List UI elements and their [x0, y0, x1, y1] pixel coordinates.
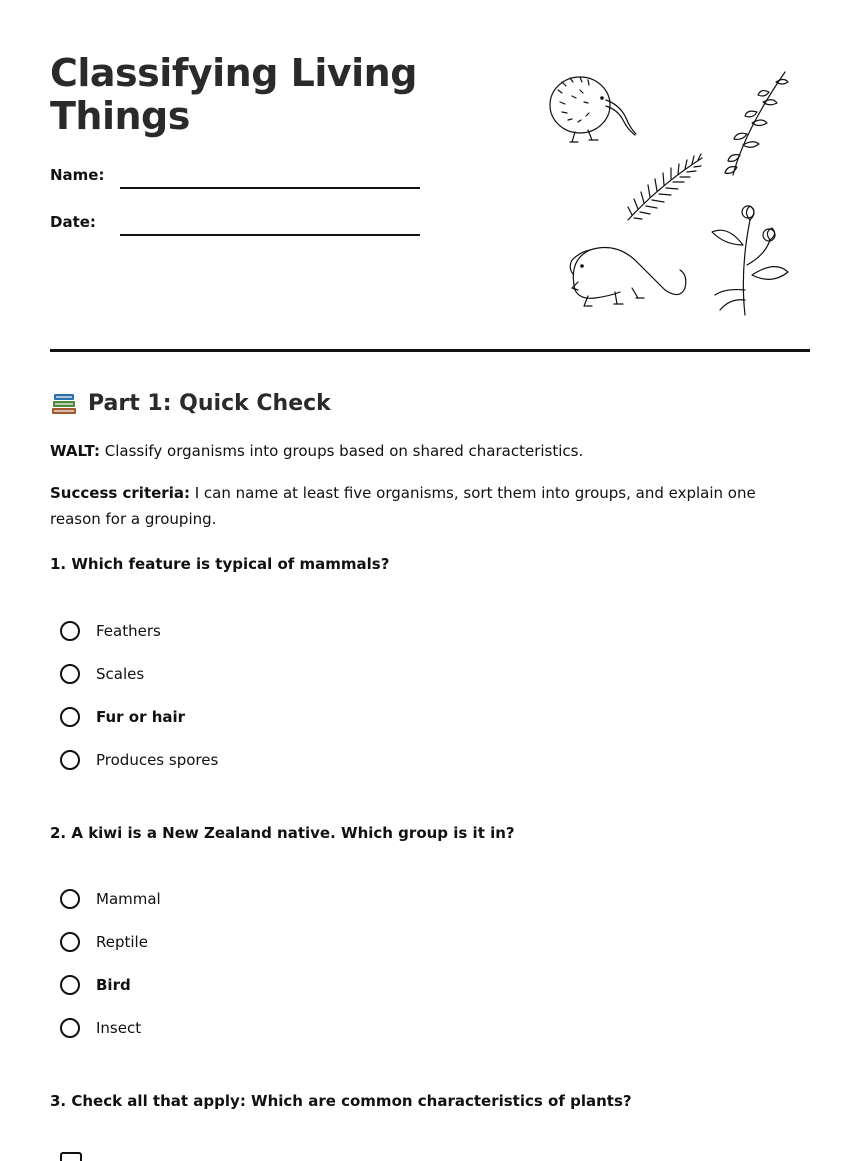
q3-option-first[interactable]: [60, 1150, 82, 1161]
sprig-illustration: [725, 72, 788, 175]
page-title: Classifying Living Things: [50, 51, 417, 138]
q1-option-produces-spores[interactable]: [60, 747, 218, 773]
q1-option-fur-or-hair[interactable]: [60, 704, 185, 730]
option-label: Fur or hair: [96, 708, 186, 726]
date-field[interactable]: [120, 234, 420, 236]
illustrations: [540, 60, 800, 320]
q2-option-bird[interactable]: [60, 972, 131, 998]
option-label: Insect: [96, 1019, 142, 1037]
option-label: Produces spores: [96, 751, 219, 769]
option-label: Scales: [96, 665, 145, 683]
success-criteria-label: Success criteria:: [50, 484, 190, 502]
option-label: Mammal: [96, 890, 161, 908]
option-label: Reptile: [96, 933, 148, 951]
q1-option-feathers[interactable]: [60, 618, 161, 644]
flower-plant-illustration: [712, 206, 788, 315]
q2-option-reptile[interactable]: [60, 929, 148, 955]
anteater-illustration: [570, 248, 686, 306]
radio-button[interactable]: [60, 750, 80, 770]
q1-option-scales[interactable]: [60, 661, 144, 687]
radio-button[interactable]: [60, 621, 80, 641]
q2-option-insect[interactable]: [60, 1015, 141, 1041]
name-label: Name:: [50, 166, 105, 184]
question-2: 2. A kiwi is a New Zealand native. Which group is it in?: [50, 824, 515, 842]
radio-button[interactable]: [60, 664, 80, 684]
books-icon: [50, 390, 78, 416]
radio-button[interactable]: [60, 975, 80, 995]
walt-label: WALT:: [50, 442, 100, 460]
radio-button[interactable]: [60, 1018, 80, 1038]
fern-illustration: [628, 154, 702, 220]
section-header: [50, 388, 331, 418]
question-1: 1. Which feature is typical of mammals?: [50, 555, 390, 573]
radio-button[interactable]: [60, 932, 80, 952]
option-label: Feathers: [96, 622, 161, 640]
success-criteria-text: I can name at least five organisms, sort them into groups, and explain one reason for a grouping.: [50, 484, 756, 528]
date-label: Date:: [50, 213, 96, 231]
walt-text: Classify organisms into groups based on shared characteristics.: [104, 442, 584, 460]
radio-button[interactable]: [60, 707, 80, 727]
name-field[interactable]: [120, 187, 420, 189]
section-title: Part 1: Quick Check: [88, 390, 331, 416]
walt-paragraph: [50, 438, 810, 464]
question-3: 3. Check all that apply: Which are common characteristics of plants?: [50, 1092, 632, 1110]
q2-option-mammal[interactable]: [60, 886, 161, 912]
radio-button[interactable]: [60, 889, 80, 909]
section-divider: [50, 349, 810, 352]
checkbox[interactable]: [60, 1152, 82, 1161]
kiwi-illustration: [550, 77, 636, 142]
option-label: Bird: [96, 976, 131, 994]
success-criteria-paragraph: [50, 480, 810, 532]
